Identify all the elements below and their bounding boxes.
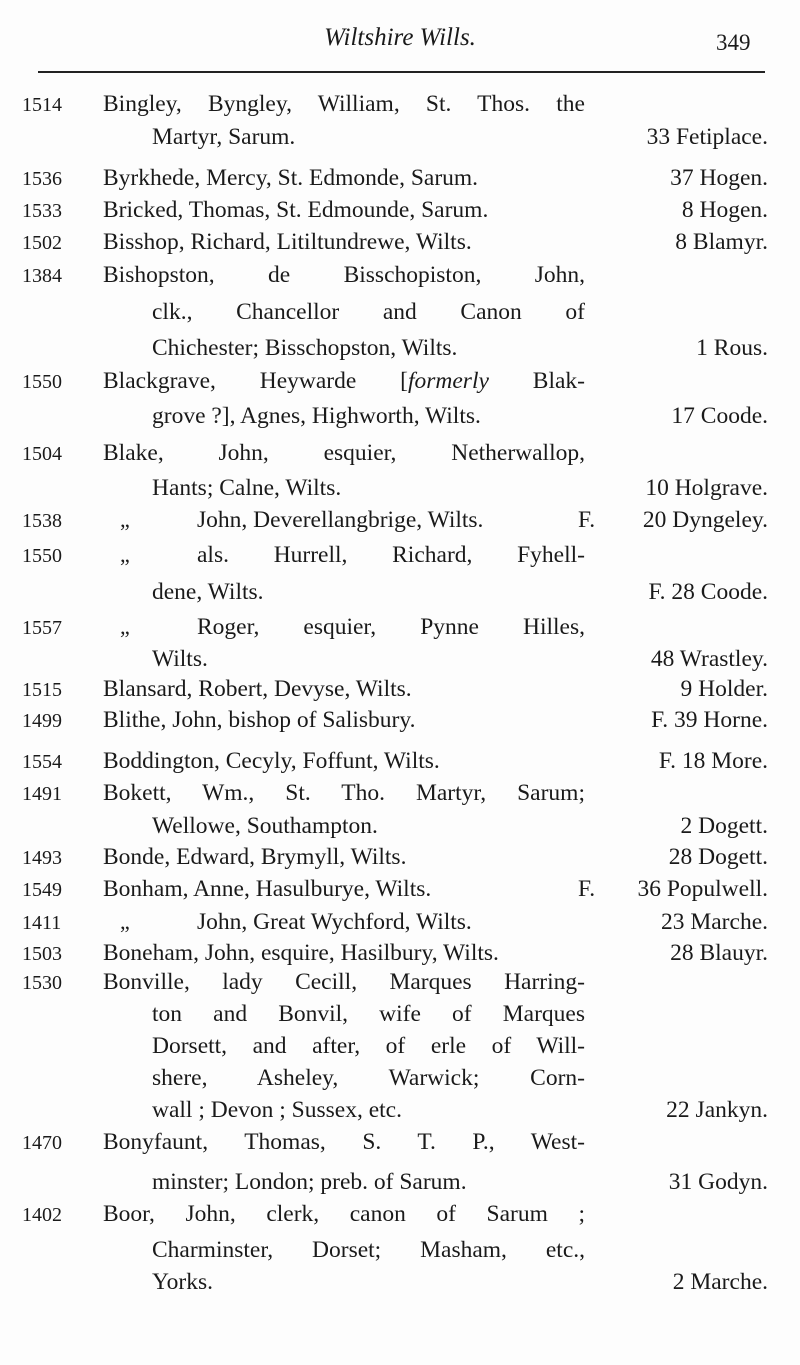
register-reference: F. 18 More. xyxy=(658,748,768,774)
entry-year: 1504 xyxy=(22,443,62,465)
entry-text-line: Bonham, Anne, Hasulburye, Wilts. xyxy=(103,876,432,902)
entry-year: 1515 xyxy=(22,679,62,701)
entry-year: 1533 xyxy=(22,200,62,222)
entry-year: 1493 xyxy=(22,847,62,869)
entry-text-line: Wilts. xyxy=(152,646,208,672)
running-title: Wiltshire Wills. xyxy=(324,24,476,51)
register-reference: 1 Rous. xyxy=(696,335,768,361)
entry-year: 1503 xyxy=(22,943,62,965)
entry-text-line: Bonville, lady Cecill, Marques Harring- xyxy=(103,969,585,995)
entry-text-line: Bonyfaunt, Thomas, S. T. P., West- xyxy=(103,1129,585,1155)
entry-year: 1538 xyxy=(22,510,62,532)
entry-year: 1554 xyxy=(22,751,62,773)
register-reference: 2 Marche. xyxy=(672,1269,768,1295)
register-reference: 17 Coode. xyxy=(671,403,768,429)
register-reference: 36 Populwell. xyxy=(637,876,768,902)
entry-year: 1499 xyxy=(22,710,62,732)
register-reference: 37 Hogen. xyxy=(670,165,768,191)
entry-text-line: Chichester; Bisschopston, Wilts. xyxy=(152,335,458,361)
entry-text-line: Blackgrave, Heywarde [formerly Blak- xyxy=(103,368,585,394)
register-reference: 22 Jankyn. xyxy=(666,1097,768,1123)
entry-year: 1557 xyxy=(22,617,62,639)
entry-text-line: Bishopston, de Bisschopiston, John, xyxy=(103,262,585,288)
entry-year: 1514 xyxy=(22,94,62,116)
entry-text-line: Roger, esquier, Pynne Hilles, xyxy=(197,614,585,640)
entry-year: 1491 xyxy=(22,783,62,805)
entry-text-line: Yorks. xyxy=(152,1269,213,1295)
ditto-mark: „ xyxy=(120,614,130,639)
entry-year: 1411 xyxy=(22,912,62,934)
entry-text-line: Byrkhede, Mercy, St. Edmonde, Sarum. xyxy=(103,165,479,191)
ditto-mark: „ xyxy=(120,542,130,567)
entry-text-line: Blake, John, esquier, Netherwallop, xyxy=(103,440,585,466)
register-reference: 9 Holder. xyxy=(680,676,768,702)
register-reference: 2 Dogett. xyxy=(680,813,768,839)
entry-text-line: als. Hurrell, Richard, Fyhell- xyxy=(197,542,585,568)
entry-text-line: Bricked, Thomas, St. Edmounde, Sarum. xyxy=(103,197,489,223)
entry-text-line: shere, Asheley, Warwick; Corn- xyxy=(152,1065,585,1091)
entry-year: 1550 xyxy=(22,545,62,567)
entry-text-line: John, Great Wychford, Wilts. xyxy=(197,909,472,935)
entry-text-line: minster; London; preb. of Sarum. xyxy=(152,1169,467,1195)
register-reference: 20 Dyngeley. xyxy=(642,507,768,533)
entry-text-line: Boddington, Cecyly, Foffunt, Wilts. xyxy=(103,748,440,774)
italic-word: formerly xyxy=(407,368,489,394)
register-reference: F. 28 Coode. xyxy=(648,579,768,605)
ditto-mark: „ xyxy=(120,507,130,532)
register-reference: 31 Godyn. xyxy=(668,1169,768,1195)
entry-text-line: clk., Chancellor and Canon of xyxy=(152,299,585,325)
entry-text-line: Hants; Calne, Wilts. xyxy=(152,475,342,501)
entry-text-line: Martyr, Sarum. xyxy=(152,124,296,150)
entry-text-line: Wellowe, Southampton. xyxy=(152,813,378,839)
register-reference: 48 Wrastley. xyxy=(650,646,768,672)
entry-text-line: Blithe, John, bishop of Salisbury. xyxy=(103,707,416,733)
register-reference: F. 39 Horne. xyxy=(651,707,768,733)
entry-text-line: Bonde, Edward, Brymyll, Wilts. xyxy=(103,844,407,870)
register-reference: 10 Holgrave. xyxy=(645,475,768,501)
entry-text-line: Bokett, Wm., St. Tho. Martyr, Sarum; xyxy=(103,780,585,806)
entry-text-line: Dorsett, and after, of erle of Will- xyxy=(152,1033,585,1059)
entry-year: 1536 xyxy=(22,168,62,190)
folio-marker: F. xyxy=(578,876,596,902)
entry-text-line: Bingley, Byngley, William, St. Thos. the xyxy=(103,91,585,117)
register-reference: 8 Blamyr. xyxy=(675,229,768,255)
entry-text-line: Boneham, John, esquire, Hasilbury, Wilts. xyxy=(103,940,499,966)
ditto-mark: „ xyxy=(120,909,130,934)
register-reference: 28 Blauyr. xyxy=(670,940,768,966)
entry-text-line: Blansard, Robert, Devyse, Wilts. xyxy=(103,676,412,702)
entry-year: 1470 xyxy=(22,1132,62,1154)
entry-text-line: grove ?], Agnes, Highworth, Wilts. xyxy=(152,403,481,429)
entry-year: 1384 xyxy=(22,265,62,287)
folio-marker: F. xyxy=(578,507,596,533)
entry-year: 1530 xyxy=(22,972,62,994)
entry-text-line: Bisshop, Richard, Litiltundrewe, Wilts. xyxy=(103,229,472,255)
register-reference: 23 Marche. xyxy=(660,909,768,935)
header-rule xyxy=(38,71,765,73)
register-reference: 8 Hogen. xyxy=(681,197,768,223)
entry-year: 1402 xyxy=(22,1204,62,1226)
entry-year: 1549 xyxy=(22,879,62,901)
entry-text-line: Charminster, Dorset; Masham, etc., xyxy=(152,1237,585,1263)
entry-year: 1502 xyxy=(22,232,62,254)
register-reference: 28 Dogett. xyxy=(668,844,768,870)
entry-text-line: ton and Bonvil, wife of Marques xyxy=(152,1001,585,1027)
entry-text-line: wall ; Devon ; Sussex, etc. xyxy=(152,1097,402,1123)
entry-text-line: dene, Wilts. xyxy=(152,579,264,605)
entry-text-line: John, Deverellangbrige, Wilts. xyxy=(197,507,484,533)
page-number: 349 xyxy=(716,30,751,55)
entry-text-line: Boor, John, clerk, canon of Sarum ; xyxy=(103,1201,585,1227)
entry-year: 1550 xyxy=(22,371,62,393)
register-reference: 33 Fetiplace. xyxy=(646,124,768,150)
